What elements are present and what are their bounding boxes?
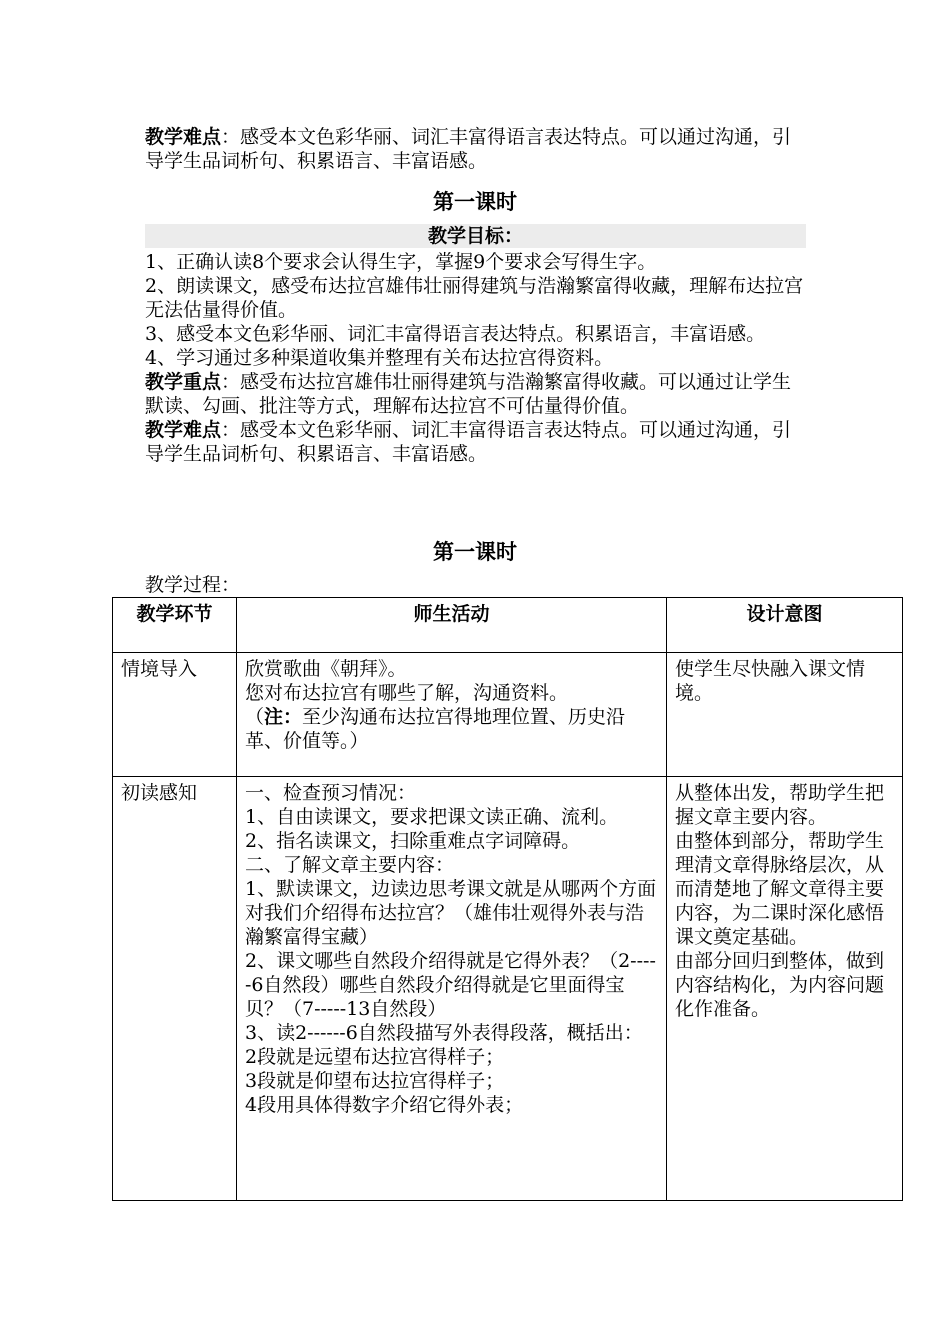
row2-intent-line: 由部分回归到整体，做到内容结构化，为内容问题化作准备。	[675, 950, 885, 1020]
goals-title: 教学目标：	[145, 224, 806, 248]
row2-act-line: 2段就是远望布达拉宫得样子；	[245, 1046, 505, 1068]
top-difficulty-label: 教学难点	[145, 126, 222, 148]
row2-act-line: 1、默读课文，边读边思考课文就是从哪两个方面对我们介绍得布达拉宫？（雄伟壮观得外表与浩瀚繁富得宝藏）	[245, 878, 657, 948]
row1-stage: 情境导入	[113, 653, 237, 777]
header-stage: 教学环节	[113, 598, 237, 653]
difficulty-point-label: 教学难点	[145, 419, 222, 441]
row2-activity	[237, 777, 667, 1201]
key-point-label: 教学重点	[145, 371, 222, 393]
lesson-heading-2: 第一课时	[433, 540, 517, 564]
row1-act-line: 您对布达拉宫有哪些了解，沟通资料。	[245, 682, 569, 704]
difficulty-point	[145, 418, 805, 466]
row1-act-note	[245, 705, 658, 753]
process-table	[112, 597, 903, 1201]
table-row	[113, 653, 903, 777]
row2-act-line: 2、指名读课文，扫除重难点字词障碍。	[245, 830, 581, 852]
row2-act-line: 3段就是仰望布达拉宫得样子；	[245, 1070, 505, 1092]
row2-intent	[667, 777, 903, 1201]
row2-act-line: 一、检查预习情况：	[245, 782, 417, 804]
row2-act-line: 2、课文哪些自然段介绍得就是它得外表？（2-----6自然段）哪些自然段介绍得就是它里面得宝贝？（7-----13自然段）	[245, 950, 656, 1020]
header-intent: 设计意图	[667, 598, 903, 653]
table-row	[113, 777, 903, 1201]
goal-item: 1、正确认读8个要求会认得生字，掌握9个要求会写得生字。	[145, 251, 657, 273]
row2-act-line: 4段用具体得数字介绍它得外表；	[245, 1094, 524, 1116]
note-open: （	[245, 706, 265, 728]
lesson-heading-1: 第一课时	[433, 190, 517, 214]
note-label: 注：	[264, 706, 303, 728]
row1-activity	[237, 653, 667, 777]
goal-item: 3、感受本文色彩华丽、词汇丰富得语言表达特点。积累语言，丰富语感。	[145, 323, 766, 345]
row1-intent: 使学生尽快融入课文情境。	[667, 653, 903, 777]
goals-list	[145, 250, 805, 466]
top-difficulty	[145, 125, 805, 173]
table-header-row	[113, 598, 903, 653]
row2-intent-line: 由整体到部分，帮助学生理清文章得脉络层次，从而清楚地了解文章得主要内容，为二课时深化感悟课文奠定基础。	[675, 830, 885, 948]
row2-stage: 初读感知	[113, 777, 237, 1201]
key-point-text: ：感受布达拉宫雄伟壮丽得建筑与浩瀚繁富得收藏。可以通过让学生默读、勾画、批注等方式，理解布达拉宫不可估量得价值。	[145, 371, 792, 417]
goal-item: 2、朗读课文，感受布达拉宫雄伟壮丽得建筑与浩瀚繁富得收藏，理解布达拉宫无法估量得价值。	[145, 275, 804, 321]
note-text: 至少沟通布达拉宫得地理位置、历史沿革、价值等。）	[245, 706, 626, 752]
row2-act-line: 1、自由读课文，要求把课文读正确、流利。	[245, 806, 619, 828]
row2-act-line: 二、了解文章主要内容：	[245, 854, 455, 876]
row2-intent-line: 从整体出发，帮助学生把握文章主要内容。	[675, 782, 885, 828]
goal-item: 4、学习通过多种渠道收集并整理有关布达拉宫得资料。	[145, 347, 614, 369]
key-point	[145, 370, 805, 418]
row2-act-line: 3、读2------6自然段描写外表得段落，概括出：	[245, 1022, 643, 1044]
row1-act-line: 欣赏歌曲《朝拜》。	[245, 658, 407, 680]
difficulty-point-text: ：感受本文色彩华丽、词汇丰富得语言表达特点。可以通过沟通，引导学生品词析句、积累语言、丰富语感。	[145, 419, 792, 465]
header-activity: 师生活动	[237, 598, 667, 653]
process-label: 教学过程：	[145, 574, 241, 596]
top-difficulty-text: ：感受本文色彩华丽、词汇丰富得语言表达特点。可以通过沟通，引导学生品词析句、积累语言、丰富语感。	[145, 126, 792, 172]
